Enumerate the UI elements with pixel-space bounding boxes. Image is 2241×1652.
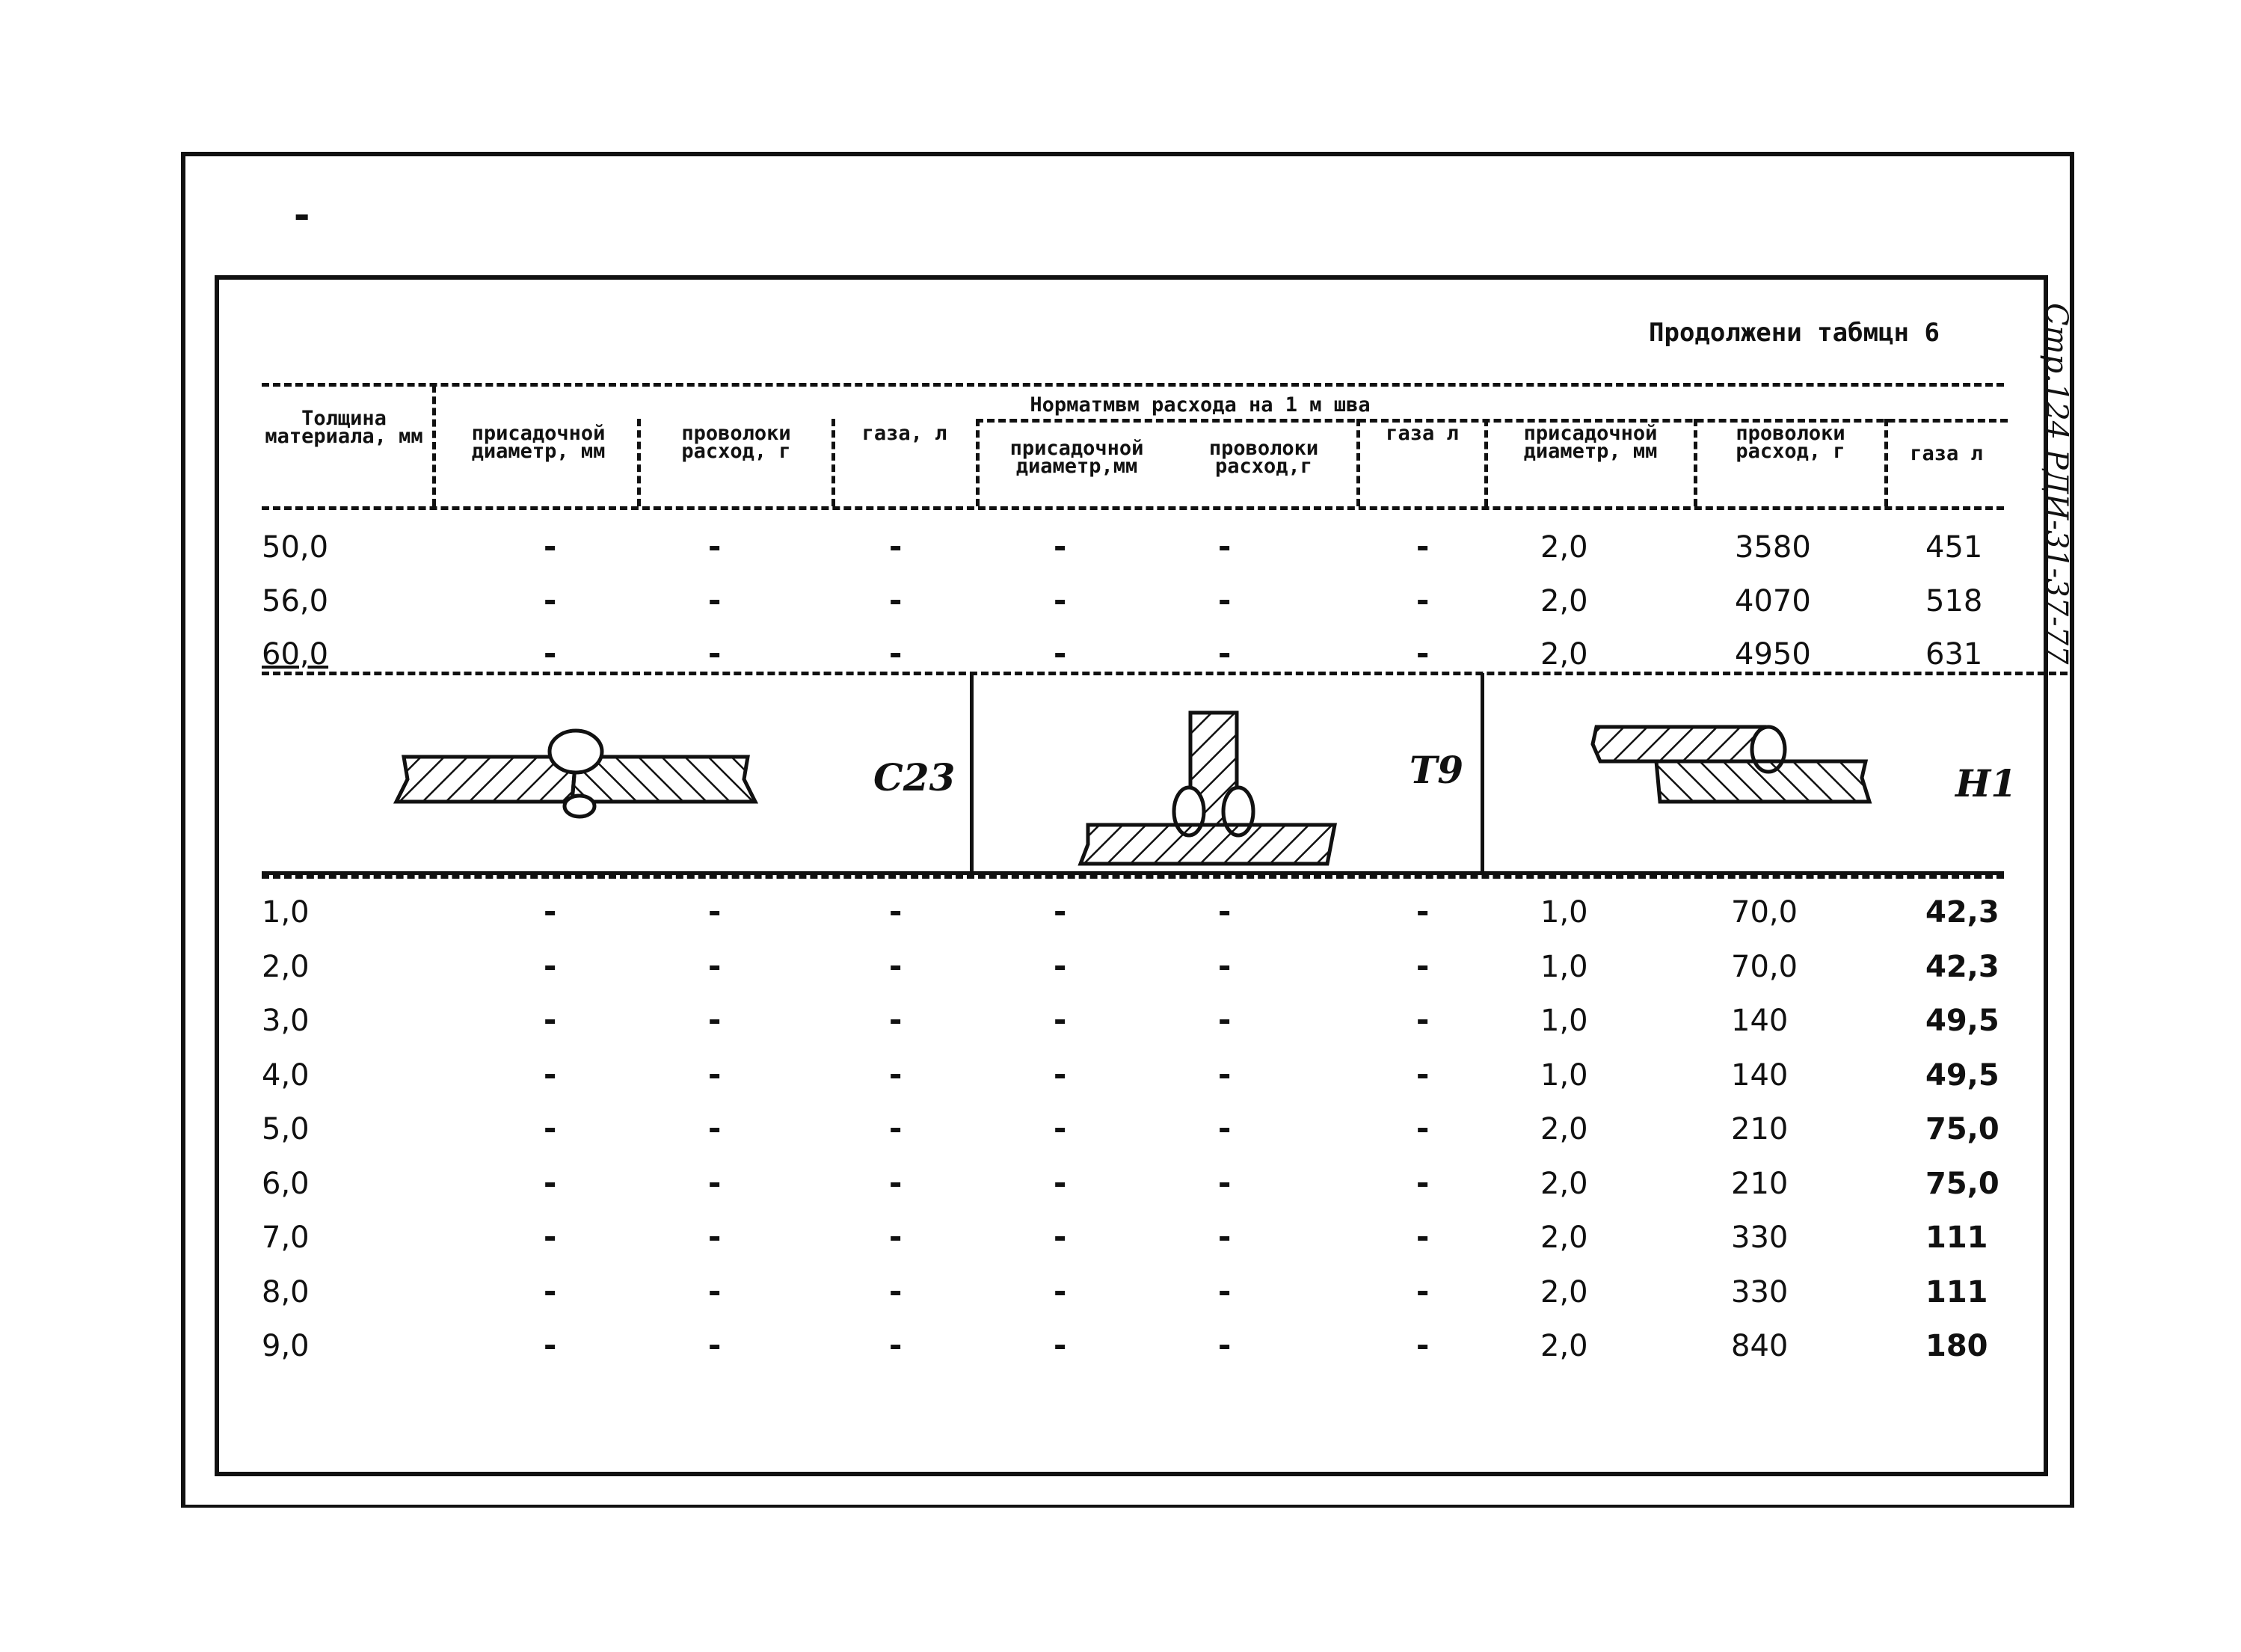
cell-empty: - xyxy=(1215,1001,1235,1038)
header-g2-consumption: проволоки расход,г xyxy=(1208,437,1319,478)
cell-empty: - xyxy=(1051,1001,1070,1038)
header-g1-gas: газа, л xyxy=(861,422,947,445)
joint-sep xyxy=(970,673,974,873)
cell-thickness: 60,0 xyxy=(262,637,329,672)
cell-empty: - xyxy=(886,1001,906,1038)
cell-consumption: 330 xyxy=(1731,1274,1789,1309)
cell-thickness: 3,0 xyxy=(262,1004,310,1038)
cell-empty: - xyxy=(1051,1218,1070,1255)
cell-thickness: 2,0 xyxy=(262,949,310,984)
cell-empty: - xyxy=(705,528,725,565)
side-stamp: Стр.124 РДИ-31-37-77 xyxy=(2039,303,2074,665)
cell-empty: - xyxy=(705,1218,725,1255)
cell-empty: - xyxy=(1051,635,1070,672)
lap-joint-sketch-icon xyxy=(1585,718,1884,815)
header-bottom-line xyxy=(262,506,2004,510)
cell-empty: - xyxy=(1215,1055,1235,1093)
cell-empty: - xyxy=(1413,582,1433,618)
cell-empty: - xyxy=(1215,635,1235,672)
cell-empty: - xyxy=(886,947,906,984)
cell-empty: - xyxy=(1215,947,1235,984)
cell-empty: - xyxy=(1051,1272,1070,1309)
cell-gas: 49,5 xyxy=(1925,1004,1999,1038)
cell-empty: - xyxy=(1051,1110,1070,1146)
cell-empty: - xyxy=(886,1218,906,1255)
cell-consumption: 140 xyxy=(1731,1004,1789,1038)
cell-empty: - xyxy=(541,1218,560,1255)
cell-thickness: 1,0 xyxy=(262,895,310,930)
joint-label-t9: Т9 xyxy=(1410,748,1463,792)
cell-consumption: 4950 xyxy=(1735,637,1811,672)
cell-empty: - xyxy=(705,947,725,984)
cell-diameter: 2,0 xyxy=(1540,1112,1588,1146)
cell-gas: 111 xyxy=(1925,1220,1988,1255)
cell-empty: - xyxy=(705,1055,725,1093)
cell-consumption: 4070 xyxy=(1735,584,1811,618)
cell-empty: - xyxy=(1051,528,1070,565)
cell-gas: 518 xyxy=(1925,584,1983,618)
joint-label-c23: С23 xyxy=(873,755,956,799)
cell-thickness: 9,0 xyxy=(262,1329,310,1363)
cell-thickness: 56,0 xyxy=(262,584,329,618)
cell-empty: - xyxy=(886,528,906,565)
cell-empty: - xyxy=(1413,635,1433,672)
cell-empty: - xyxy=(886,1055,906,1093)
cell-consumption: 330 xyxy=(1731,1220,1789,1255)
cell-thickness: 6,0 xyxy=(262,1166,310,1201)
cell-empty: - xyxy=(886,1272,906,1309)
cell-consumption: 210 xyxy=(1731,1112,1789,1146)
cell-empty: - xyxy=(886,893,906,930)
header-thickness: Толщина материала, мм xyxy=(265,407,423,448)
cell-empty: - xyxy=(705,1327,725,1363)
joint-sep xyxy=(1481,673,1484,873)
header-g3-diameter: присадочной диаметр, мм xyxy=(1523,422,1658,463)
cell-diameter: 2,0 xyxy=(1540,637,1588,672)
cell-gas: 75,0 xyxy=(1925,1166,1999,1201)
cell-empty: - xyxy=(1413,1218,1433,1255)
cell-empty: - xyxy=(1215,1272,1235,1309)
joint-band-top-line xyxy=(262,672,2068,675)
cell-consumption: 840 xyxy=(1731,1329,1789,1363)
joint-label-h1: Н1 xyxy=(1955,761,2017,805)
cell-empty: - xyxy=(1413,947,1433,984)
cell-diameter: 2,0 xyxy=(1540,1274,1588,1309)
header-sep xyxy=(432,385,436,506)
cell-consumption: 70,0 xyxy=(1731,895,1798,930)
cell-gas: 42,3 xyxy=(1925,949,1999,984)
cell-gas: 111 xyxy=(1925,1274,1988,1309)
cell-gas: 49,5 xyxy=(1925,1057,1999,1093)
cell-diameter: 2,0 xyxy=(1540,530,1588,565)
header-g2-diameter: присадочной диаметр,мм xyxy=(1009,437,1144,478)
cell-consumption: 3580 xyxy=(1735,530,1811,565)
cell-gas: 631 xyxy=(1925,637,1983,672)
header-sep xyxy=(1884,419,1888,506)
cell-empty: - xyxy=(541,947,560,984)
cell-diameter: 1,0 xyxy=(1540,1057,1588,1093)
cell-empty: - xyxy=(541,1110,560,1146)
header-group-title: Норматмвм расхода на 1 м шва xyxy=(1030,393,1371,417)
cell-empty: - xyxy=(886,1164,906,1201)
cell-empty: - xyxy=(1215,528,1235,565)
cell-empty: - xyxy=(1215,1164,1235,1201)
cell-empty: - xyxy=(541,893,560,930)
cell-gas: 451 xyxy=(1925,530,1983,565)
cell-empty: - xyxy=(1413,1055,1433,1093)
cell-empty: - xyxy=(705,582,725,618)
cell-gas: 75,0 xyxy=(1925,1112,1999,1146)
cell-empty: - xyxy=(1413,893,1433,930)
cell-consumption: 70,0 xyxy=(1731,949,1798,984)
header-sep xyxy=(637,419,641,506)
header-g2-gas: газа л xyxy=(1386,422,1459,445)
header-sep xyxy=(831,419,835,506)
cell-empty: - xyxy=(1413,528,1433,565)
cell-empty: - xyxy=(541,528,560,565)
tee-joint-sketch-icon xyxy=(1077,707,1346,871)
cell-empty: - xyxy=(1051,893,1070,930)
cell-empty: - xyxy=(1215,1327,1235,1363)
cell-empty: - xyxy=(1051,947,1070,984)
cell-empty: - xyxy=(541,635,560,672)
cell-diameter: 1,0 xyxy=(1540,949,1588,984)
cell-empty: - xyxy=(1413,1001,1433,1038)
header-sep xyxy=(1484,419,1488,506)
cell-empty: - xyxy=(1051,1327,1070,1363)
table-caption: Продолжени табмцн 6 xyxy=(1649,318,1940,348)
cell-diameter: 2,0 xyxy=(1540,1220,1588,1255)
cell-empty: - xyxy=(705,1272,725,1309)
cell-empty: - xyxy=(541,1272,560,1309)
cell-thickness: 4,0 xyxy=(262,1057,310,1093)
cell-empty: - xyxy=(541,1164,560,1201)
cell-empty: - xyxy=(705,893,725,930)
cell-empty: - xyxy=(1051,1055,1070,1093)
header-sep xyxy=(1694,419,1697,506)
cell-thickness: 8,0 xyxy=(262,1274,310,1309)
cell-empty: - xyxy=(541,1001,560,1038)
cell-empty: - xyxy=(1215,1110,1235,1146)
header-sep xyxy=(1356,419,1360,506)
cell-gas: 42,3 xyxy=(1925,895,1999,930)
cell-empty: - xyxy=(1413,1272,1433,1309)
butt-joint-sketch-icon xyxy=(389,718,763,823)
cell-empty: - xyxy=(1051,582,1070,618)
cell-empty: - xyxy=(541,1327,560,1363)
cell-thickness: 50,0 xyxy=(262,530,329,565)
cell-consumption: 210 xyxy=(1731,1166,1789,1201)
cell-empty: - xyxy=(886,1327,906,1363)
cell-empty: - xyxy=(886,582,906,618)
cell-consumption: 140 xyxy=(1731,1057,1789,1093)
cell-empty: - xyxy=(705,1110,725,1146)
cell-thickness: 7,0 xyxy=(262,1220,310,1255)
cell-diameter: 2,0 xyxy=(1540,1166,1588,1201)
cell-empty: - xyxy=(705,1001,725,1038)
header-g3-gas: газа л xyxy=(1910,442,1983,465)
cell-empty: - xyxy=(1215,893,1235,930)
cell-thickness: 5,0 xyxy=(262,1112,310,1146)
cell-empty: - xyxy=(1215,582,1235,618)
cell-empty: - xyxy=(1413,1327,1433,1363)
cell-empty: - xyxy=(1051,1164,1070,1201)
cell-empty: - xyxy=(541,582,560,618)
header-top-line xyxy=(262,383,2004,387)
cell-empty: - xyxy=(1413,1164,1433,1201)
cell-diameter: 1,0 xyxy=(1540,895,1588,930)
page-mark: - xyxy=(290,193,314,238)
cell-gas: 180 xyxy=(1925,1329,1988,1363)
cell-diameter: 2,0 xyxy=(1540,584,1588,618)
cell-empty: - xyxy=(1413,1110,1433,1146)
cell-diameter: 1,0 xyxy=(1540,1004,1588,1038)
cell-empty: - xyxy=(541,1055,560,1093)
section-separator-line xyxy=(262,875,2004,879)
cell-empty: - xyxy=(886,1110,906,1146)
cell-empty: - xyxy=(705,635,725,672)
cell-diameter: 2,0 xyxy=(1540,1329,1588,1363)
cell-empty: - xyxy=(705,1164,725,1201)
cell-empty: - xyxy=(1215,1218,1235,1255)
header-g1-diameter: присадочной диаметр, мм xyxy=(471,422,606,463)
header-g3-consumption: проволоки расход, г xyxy=(1736,422,1845,463)
header-g1-consumption: проволоки расход, г xyxy=(681,422,791,463)
cell-empty: - xyxy=(886,635,906,672)
header-group-line xyxy=(976,419,2008,423)
